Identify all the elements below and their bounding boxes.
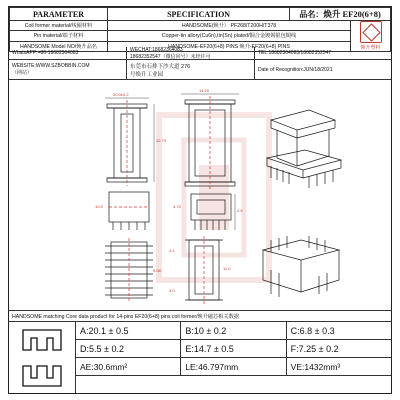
product-label: 品名 (299, 10, 316, 19)
wechat-number-2: 18682352547 (130, 53, 161, 59)
coil-former-value: HANDSOME(焕升） PF268/T200H/T378 (108, 21, 351, 31)
wechat-note: （微信同号）未经许可 (160, 53, 211, 59)
handsome-logo-icon (360, 21, 382, 43)
dim-side-width-label: 14.20 (199, 88, 210, 93)
wechat: WECHAT:18682364083 (130, 47, 183, 53)
dim-width-label: 20.0±0.2 (113, 92, 129, 97)
coil-former-label: Coil former material/线圈材料 (10, 21, 108, 31)
dim-side-lower-label: 11.0 (223, 266, 231, 271)
address: 东莞市石排下沙大道 276 (130, 63, 191, 70)
address-2: 号焕升工业园 (130, 71, 164, 78)
logo-text: 焕升塑料 (360, 45, 381, 51)
dim-pin-height-label: 2.5 (237, 208, 243, 213)
isometric-view-bottom (263, 236, 339, 297)
model-heading: 品名：焕升 EF20(6+8) (290, 8, 391, 21)
side-view-lower (185, 236, 223, 304)
watermark-logo (159, 115, 269, 280)
contact-row-1 (9, 47, 391, 60)
core-spec-grid (75, 321, 391, 393)
model-no-value: HANDSOME-EF20(6+8) PINS 焕升-EF20(6+8) PINS (108, 41, 351, 51)
spec-c: C:6.8 ± 0.3 (286, 321, 391, 339)
header-table (9, 7, 391, 52)
spec-ae: AE:30.6mm² (75, 357, 180, 375)
contact-row-2 (9, 60, 391, 80)
wechat-block (127, 47, 255, 59)
spec-d: D:5.5 ± 0.2 (75, 339, 180, 357)
model-name: 焕升 EF20(6+8) (323, 9, 381, 19)
address-block (127, 60, 255, 79)
spec-grid-bottom (75, 375, 391, 393)
matching-core-note: HANDSOME matching Core data product for 14-pins EF20(6+8) pins coil former/焕升磁芯相关数据 (9, 310, 391, 321)
spec-f: F:7.25 ± 0.2 (286, 339, 391, 357)
website: WEBSITE:WWW.SZBOBBIN.COM (12, 63, 90, 69)
website-suffix: （网站） (12, 70, 33, 76)
dim-bottom-label: 10.5 (95, 204, 103, 209)
bottom-view (109, 192, 149, 230)
whatsapp: WhatsAPP:+86-18682364083 (9, 47, 127, 59)
technical-drawing (9, 80, 391, 310)
website-block (9, 60, 127, 79)
wechat-line2 (130, 53, 211, 60)
spec-e: E:14.7 ± 0.5 (180, 339, 285, 357)
spec-le: LE:46.797mm (180, 357, 285, 375)
front-view (107, 100, 147, 186)
recognition-date: Date of Recognition:JUN/18/2021 (258, 66, 333, 73)
specification-heading: SPECIFICATION (108, 8, 290, 21)
isometric-view-top (267, 110, 341, 188)
model-no-label: HANDSOME Model NO/焕升品名 (10, 41, 108, 51)
dim-slot-label: 3.75 (173, 204, 181, 209)
dim-pin-len-label: 3.0 (169, 288, 175, 293)
spec-ve: VE:1432mm³ (286, 357, 391, 375)
parameter-heading: PARAMETER (10, 8, 108, 21)
pin-material-label: Pin material/端子材料 (10, 31, 108, 41)
bobbin-drawing-svg (9, 80, 391, 310)
dim-flange-label: 4.1 (169, 248, 175, 253)
core-diagram (9, 321, 75, 393)
spec-b: B:10 ± 0.2 (180, 321, 285, 339)
spec-sheet (8, 6, 392, 394)
ef-core-icon (9, 322, 75, 394)
pin-material-value: Copper-tin allory(Cu6n),tin(Sn) plated/铜合金镀锡银包铜线 (108, 31, 351, 41)
dim-height-label: 12.70 (156, 138, 167, 143)
dim-pitch-label: 5.08 (153, 268, 161, 273)
spec-a: A:20.1 ± 0.5 (75, 321, 180, 339)
tel: TEL:18682364083/18682352547 (258, 50, 332, 56)
pin-layout-view (105, 238, 153, 302)
